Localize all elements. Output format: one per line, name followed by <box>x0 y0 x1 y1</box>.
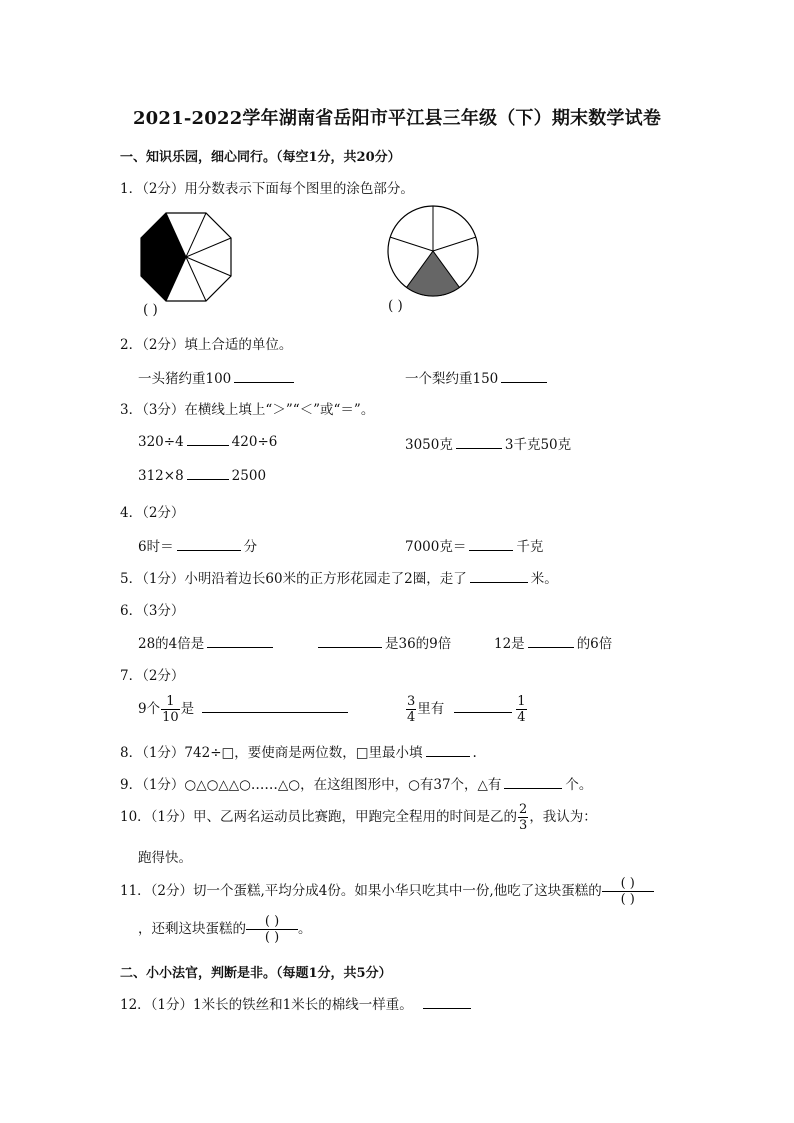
question-3: 3．（3分）在横线上填上“＞”“＜”或“＝”。 <box>120 402 375 418</box>
answer-paren-octagon[interactable]: ( ) <box>143 302 158 318</box>
answer-fraction[interactable] <box>246 914 298 945</box>
q11-line2-text: ，还剩这块蛋糕的 <box>138 921 246 937</box>
q3-part-c <box>138 467 266 484</box>
question-10 <box>120 802 597 833</box>
fraction-numerator: 3 <box>407 694 416 709</box>
question-11 <box>120 876 654 907</box>
q4-part-b <box>405 535 543 555</box>
q11-line2 <box>138 914 312 945</box>
q4-b-right: 千克 <box>516 539 544 555</box>
answer-paren-circle[interactable]: ( ) <box>388 298 403 314</box>
question-12 <box>120 993 474 1013</box>
q6-b-text: 是36的9倍 <box>385 636 452 652</box>
fraction-numerator: 1 <box>166 694 175 709</box>
paren-top: ( ) <box>264 914 280 929</box>
q6-a-text: 28的4倍是 <box>138 636 205 652</box>
q10-line2: 跑得快。 <box>138 850 192 866</box>
answer-blank[interactable] <box>426 744 470 757</box>
q9-end: 个。 <box>565 777 593 793</box>
paren-bottom: ( ) <box>620 892 635 907</box>
q8-end: . <box>472 745 477 761</box>
q2-a-text: 一头猪约重100 <box>138 371 232 387</box>
fraction <box>516 694 526 725</box>
q5-unit: 米。 <box>530 571 558 587</box>
answer-blank[interactable] <box>470 570 528 583</box>
fraction <box>406 694 416 725</box>
question-1: 1．（2分）用分数表示下面每个图里的涂色部分。 <box>120 181 414 197</box>
q4-part-a <box>138 535 257 555</box>
answer-blank[interactable] <box>454 700 512 713</box>
q3-part-b <box>405 433 571 453</box>
answer-blank[interactable] <box>528 635 574 648</box>
q3-c-left: 312×8 <box>138 468 184 484</box>
q3-a-left: 320÷4 <box>138 434 184 450</box>
q4-a-right: 分 <box>243 539 258 555</box>
answer-fraction[interactable] <box>602 876 654 907</box>
fraction-denominator: 10 <box>162 710 179 725</box>
q9-text: 9．（1分）○△○△△○……△○，在这组图形中，○有37个，△有 <box>120 777 502 793</box>
answer-blank[interactable] <box>187 433 229 446</box>
answer-blank[interactable] <box>469 538 513 551</box>
section-heading-1: 一、知识乐园，细心同行。（每空1分，共20分） <box>120 150 401 165</box>
q12-text: 12．（1分）1米长的铁丝和1米长的棉线一样重。 <box>120 997 413 1013</box>
fraction-denominator: 4 <box>517 710 526 725</box>
answer-blank[interactable] <box>202 700 348 713</box>
answer-blank[interactable] <box>501 370 547 383</box>
fraction <box>518 802 528 833</box>
fraction <box>161 694 180 725</box>
q3-part-a <box>138 433 277 450</box>
q6-c-left: 12是 <box>494 636 525 652</box>
q10-after: ，我认为： <box>529 809 597 825</box>
q11-text: 11．（2分）切一个蛋糕,平均分成4份。如果小华只吃其中一份,他吃了这块蛋糕的 <box>120 883 602 899</box>
question-8 <box>120 741 477 761</box>
fraction-denominator: 3 <box>519 818 528 833</box>
answer-blank[interactable] <box>456 436 502 449</box>
q6-part-a <box>138 632 276 652</box>
q6-part-b <box>315 632 451 652</box>
circle-figure <box>385 203 481 299</box>
q4-b-left: 7000克＝ <box>405 539 467 555</box>
page-title: 2021-2022学年湖南省岳阳市平江县三年级（下）期末数学试卷 <box>132 108 662 129</box>
paren-bottom: ( ) <box>264 930 280 945</box>
question-2: 2．（2分）填上合适的单位。 <box>120 337 293 353</box>
fraction-denominator: 4 <box>407 710 416 725</box>
answer-blank[interactable] <box>207 635 273 648</box>
answer-blank[interactable] <box>187 467 229 480</box>
question-5 <box>120 567 558 587</box>
q2-part-a <box>138 367 297 387</box>
question-9 <box>120 773 592 793</box>
answer-blank[interactable] <box>504 776 562 789</box>
q3-a-right: 420÷6 <box>231 434 278 450</box>
q4-a-left: 6时＝ <box>138 539 174 555</box>
question-6: 6．（3分） <box>120 603 185 619</box>
q2-b-text: 一个梨约重150 <box>405 371 499 387</box>
q7-b-mid: 里有 <box>417 701 445 717</box>
q11-end: 。 <box>298 921 312 937</box>
paren-top: ( ) <box>620 876 635 891</box>
q7-part-a <box>138 694 351 725</box>
question-4: 4．（2分） <box>120 505 185 521</box>
answer-blank[interactable] <box>318 635 382 648</box>
q6-part-c <box>494 632 612 652</box>
answer-blank[interactable] <box>423 996 471 1009</box>
q7-a-left: 9个 <box>138 701 161 717</box>
q8-text: 8．（1分）742÷□，要使商是两位数，□里最小填 <box>120 745 423 761</box>
q2-part-b <box>405 367 550 387</box>
answer-blank[interactable] <box>234 370 294 383</box>
q3-b-right: 3千克50克 <box>504 437 572 453</box>
q10-text: 10．（1分）甲、乙两名运动员比赛跑，甲跑完全程用的时间是乙的 <box>120 809 518 825</box>
answer-blank[interactable] <box>177 538 241 551</box>
q5-text: 5．（1分）小明沿着边长60米的正方形花园走了2圈，走了 <box>120 571 467 587</box>
q6-c-right: 的6倍 <box>576 636 613 652</box>
section-heading-2: 二、小小法官，判断是非。（每题1分，共5分） <box>120 966 392 981</box>
q7-part-b <box>405 694 528 725</box>
octagon-figure <box>138 210 234 304</box>
fraction-numerator: 2 <box>519 802 528 817</box>
fraction-numerator: 1 <box>517 694 526 709</box>
q3-c-right: 2500 <box>231 468 267 484</box>
q7-a-right: 是 <box>180 701 195 717</box>
q3-b-left: 3050克 <box>405 437 453 453</box>
question-7: 7．（2分） <box>120 668 185 684</box>
